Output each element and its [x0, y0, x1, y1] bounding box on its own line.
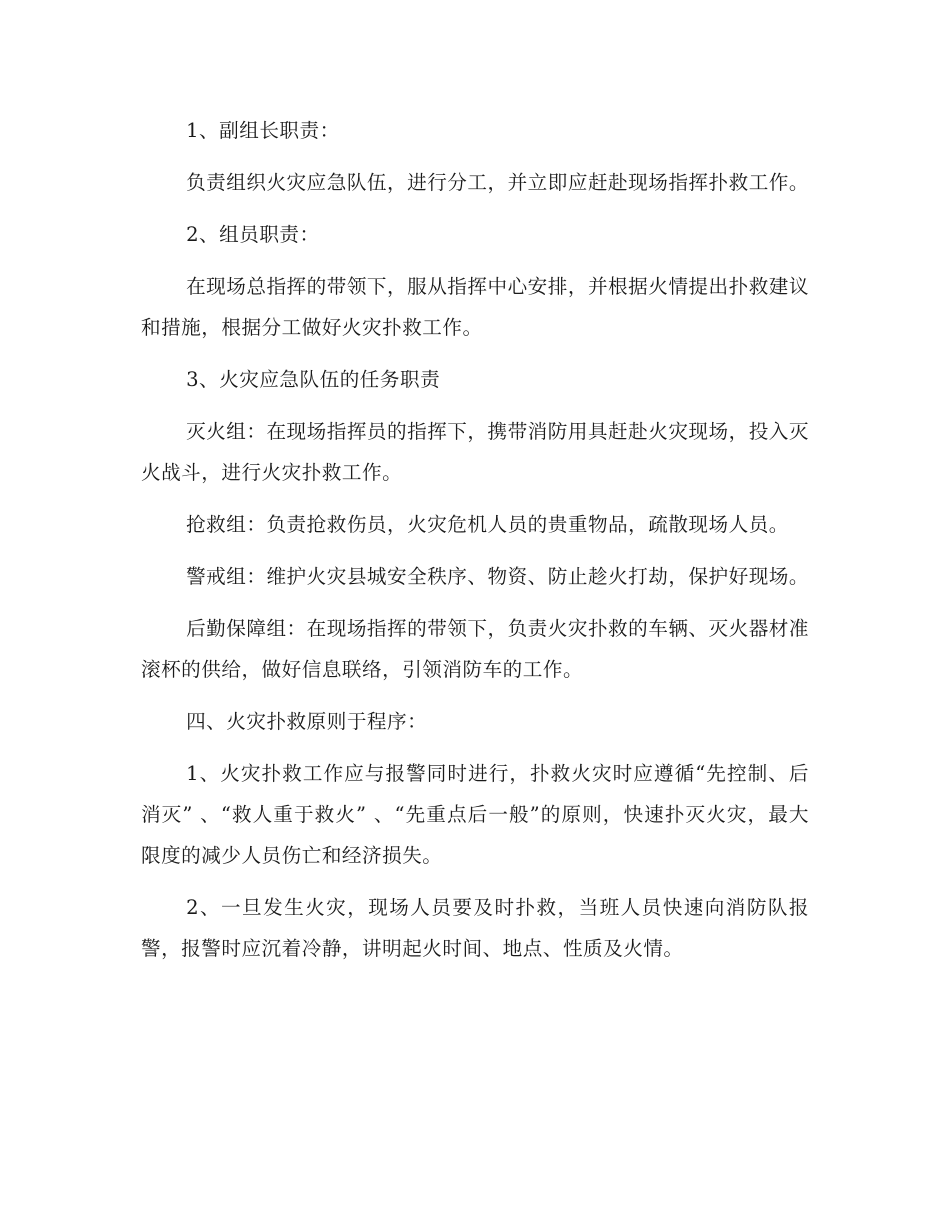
paragraph-section-four-heading: 四、火灾扑救原则于程序： [186, 710, 428, 733]
paragraph-firefighting-group: 灭火组：在现场指挥员的指挥下，携带消防用具赶赴火灾现场，投入灭火战斗，进行火灾扑救工作。 [141, 420, 809, 484]
paragraph-principle-two: 2、一旦发生火灾，现场人员要及时扑救，当班人员快速向消防队报警，报警时应沉着冷静，讲明起火时间、地点、性质及火情。 [141, 896, 809, 960]
paragraph-rescue-group: 抢救组：负责抢救伤员，火灾危机人员的贵重物品，疏散现场人员。 [186, 513, 789, 536]
document-body [141, 110, 809, 969]
paragraph-vice-leader-duties-heading: 1、副组长职责： [186, 119, 340, 142]
paragraph-member-duties-heading: 2、组员职责： [186, 223, 320, 246]
paragraph-vice-leader-duties: 负责组织火灾应急队伍，进行分工，并立即应赶赴现场指挥扑救工作。 [186, 171, 809, 194]
paragraph-security-group: 警戒组：维护火灾县城安全秩序、物资、防止趁火打劫，保护好现场。 [186, 565, 809, 588]
paragraph-principle-one: 1、火灾扑救工作应与报警同时进行，扑救火灾时应遵循“先控制、后消灭” 、“救人重于救火” 、“先重点后一般”的原则，快速扑灭火灾，最大限度的减少人员伤亡和经济损失。 [141, 762, 809, 867]
paragraph-team-tasks-heading: 3、火灾应急队伍的任务职责 [186, 368, 441, 391]
paragraph-member-duties: 在现场总指挥的带领下，服从指挥中心安排，并根据火情提出扑救建议和措施，根据分工做好火灾扑救工作。 [141, 275, 809, 339]
paragraph-logistics-group: 后勤保障组：在现场指挥的带领下，负责火灾扑救的车辆、灭火器材准滚杯的供给，做好信息联络，引领消防车的工作。 [141, 617, 809, 681]
